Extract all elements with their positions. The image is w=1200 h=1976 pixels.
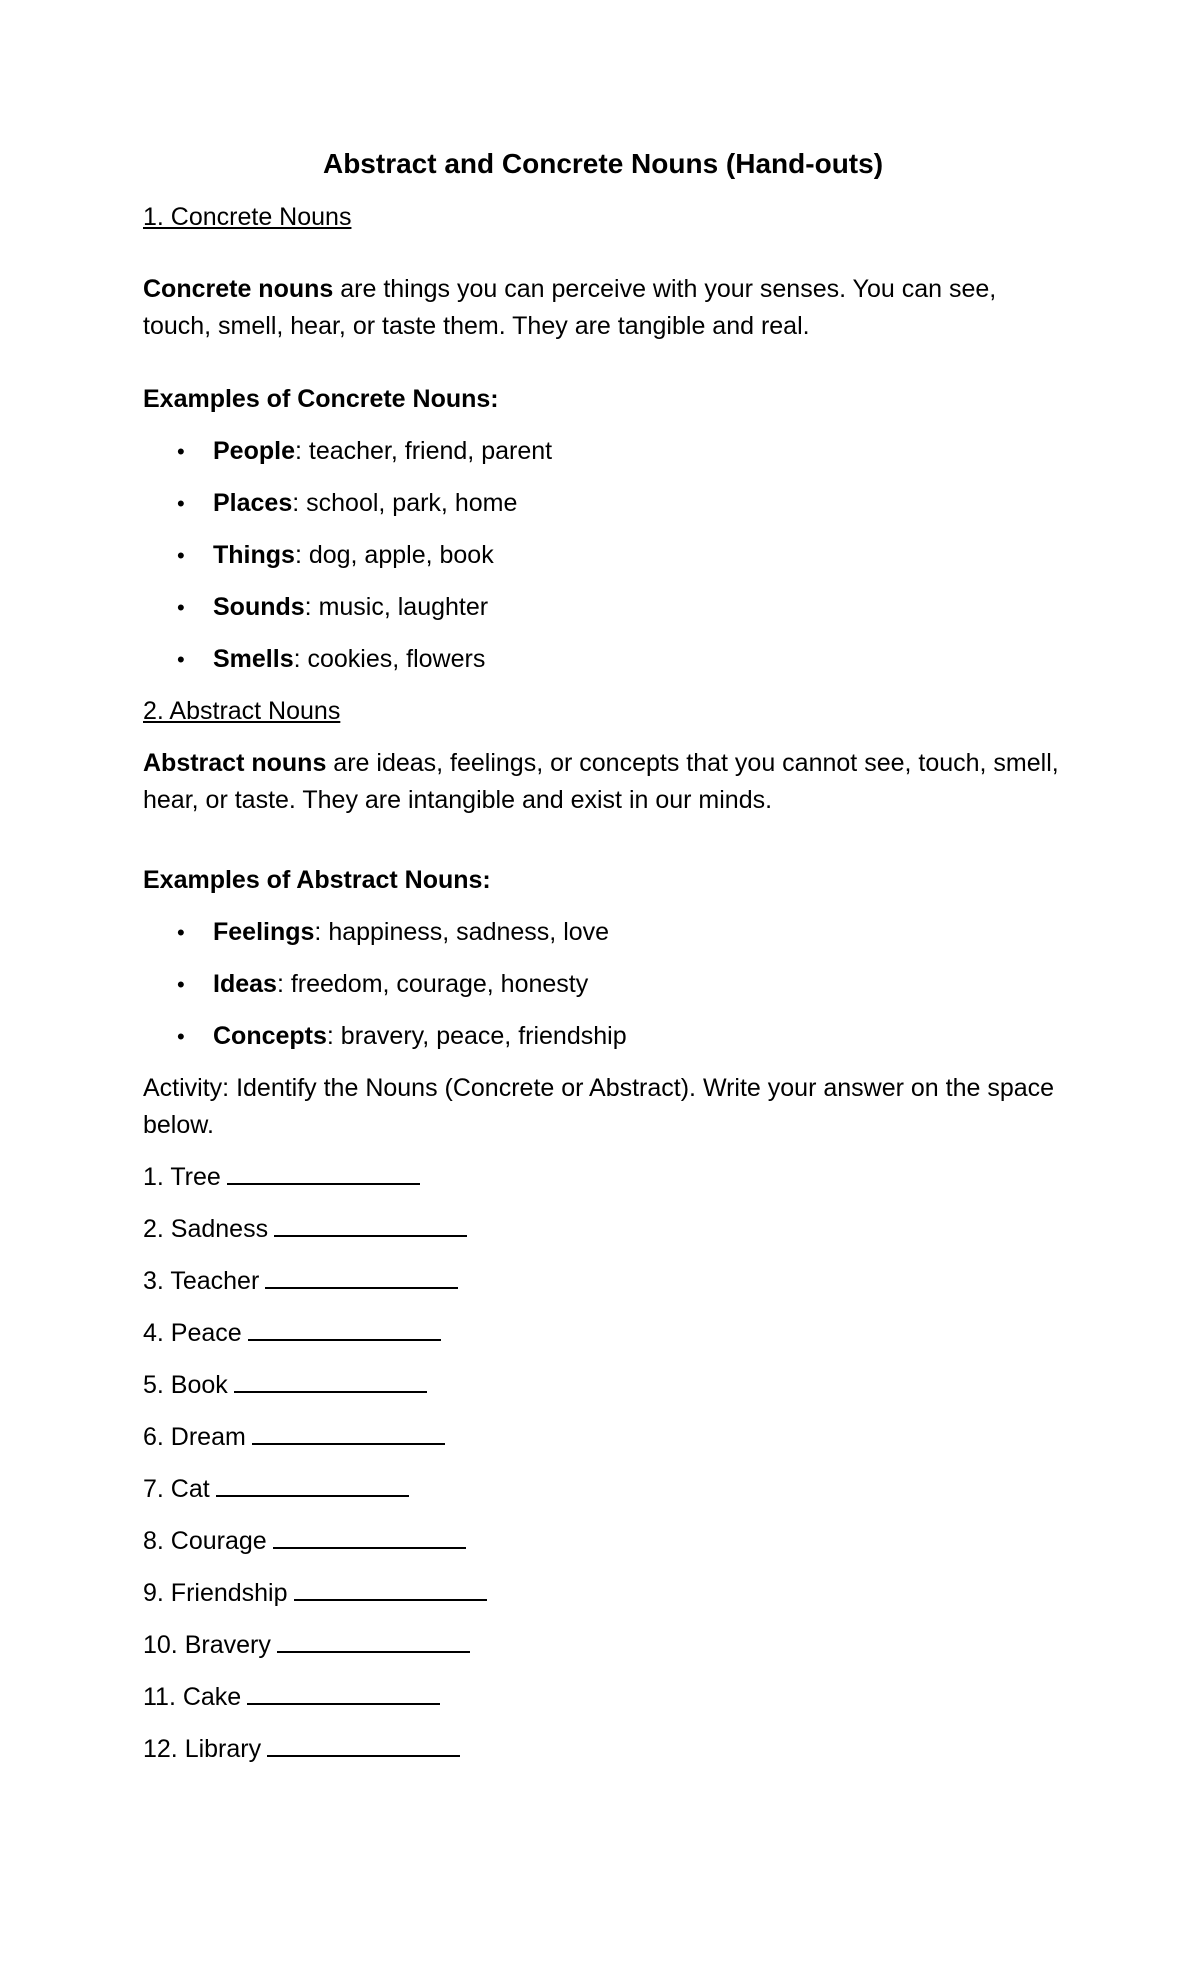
question-item: 7. Cat: [143, 1471, 1063, 1508]
abstract-nouns-term: Abstract nouns: [143, 749, 327, 777]
answer-blank[interactable]: [277, 1627, 470, 1653]
question-item: 11. Cake: [143, 1679, 1063, 1716]
question-item: 6. Dream: [143, 1419, 1063, 1456]
list-item: • Things: dog, apple, book: [143, 537, 1063, 574]
answer-blank[interactable]: [227, 1159, 420, 1185]
abstract-nouns-definition-text: are ideas, feelings, or concepts that you cannot see, touch, smell, hear, or taste. They are intangible and exist in our minds.: [143, 749, 1059, 814]
bullet-icon: •: [177, 920, 185, 945]
concrete-examples-heading: Examples of Concrete Nouns:: [143, 385, 499, 413]
question-item: 5. Book: [143, 1367, 1063, 1404]
concrete-nouns-definition-text: are things you can perceive with your senses. You can see, touch, smell, hear, or taste them. They are tangible and real.: [143, 275, 997, 340]
list-item: • Ideas: freedom, courage, honesty: [143, 966, 1063, 1003]
question-item: 3. Teacher: [143, 1263, 1063, 1300]
answer-blank[interactable]: [265, 1263, 458, 1289]
abstract-nouns-heading: 2. Abstract Nouns: [143, 697, 341, 725]
list-item: • Concepts: bravery, peace, friendship: [143, 1018, 1063, 1055]
bullet-icon: •: [177, 647, 185, 672]
bullet-icon: •: [177, 491, 185, 516]
question-item: 4. Peace: [143, 1315, 1063, 1352]
question-item: 2. Sadness: [143, 1211, 1063, 1248]
bullet-icon: •: [177, 595, 185, 620]
question-item: 10. Bravery: [143, 1627, 1063, 1664]
answer-blank[interactable]: [234, 1367, 427, 1393]
concrete-nouns-term: Concrete nouns: [143, 275, 334, 303]
answer-blank[interactable]: [273, 1523, 466, 1549]
bullet-icon: •: [177, 972, 185, 997]
answer-blank[interactable]: [294, 1575, 487, 1601]
answer-blank[interactable]: [252, 1419, 445, 1445]
answer-blank[interactable]: [216, 1471, 409, 1497]
answer-blank[interactable]: [274, 1211, 467, 1237]
question-item: 1. Tree: [143, 1159, 1063, 1196]
bullet-icon: •: [177, 439, 185, 464]
concrete-nouns-definition: [143, 271, 1063, 345]
bullet-icon: •: [177, 1024, 185, 1049]
answer-blank[interactable]: [248, 1315, 441, 1341]
list-item: • People: teacher, friend, parent: [143, 433, 1063, 470]
list-item: • Sounds: music, laughter: [143, 589, 1063, 626]
abstract-examples-heading: Examples of Abstract Nouns:: [143, 866, 491, 894]
question-item: 8. Courage: [143, 1523, 1063, 1560]
activity-instructions: Activity: Identify the Nouns (Concrete or Abstract). Write your answer on the space below.: [143, 1074, 1055, 1139]
abstract-nouns-definition: [143, 745, 1063, 819]
answer-blank[interactable]: [247, 1679, 440, 1705]
list-item: • Feelings: happiness, sadness, love: [143, 914, 1063, 951]
answer-blank[interactable]: [267, 1731, 460, 1757]
page-title: Abstract and Concrete Nouns (Hand-outs): [322, 148, 884, 179]
question-item: 9. Friendship: [143, 1575, 1063, 1612]
abstract-examples-list: [143, 914, 1063, 1055]
activity-question-list: [143, 1159, 1063, 1768]
concrete-examples-list: [143, 433, 1063, 678]
question-item: 12. Library: [143, 1731, 1063, 1768]
list-item: • Places: school, park, home: [143, 485, 1063, 522]
handout-page: [143, 146, 1063, 1783]
bullet-icon: •: [177, 543, 185, 568]
list-item: • Smells: cookies, flowers: [143, 641, 1063, 678]
concrete-nouns-heading: 1. Concrete Nouns: [143, 203, 352, 231]
